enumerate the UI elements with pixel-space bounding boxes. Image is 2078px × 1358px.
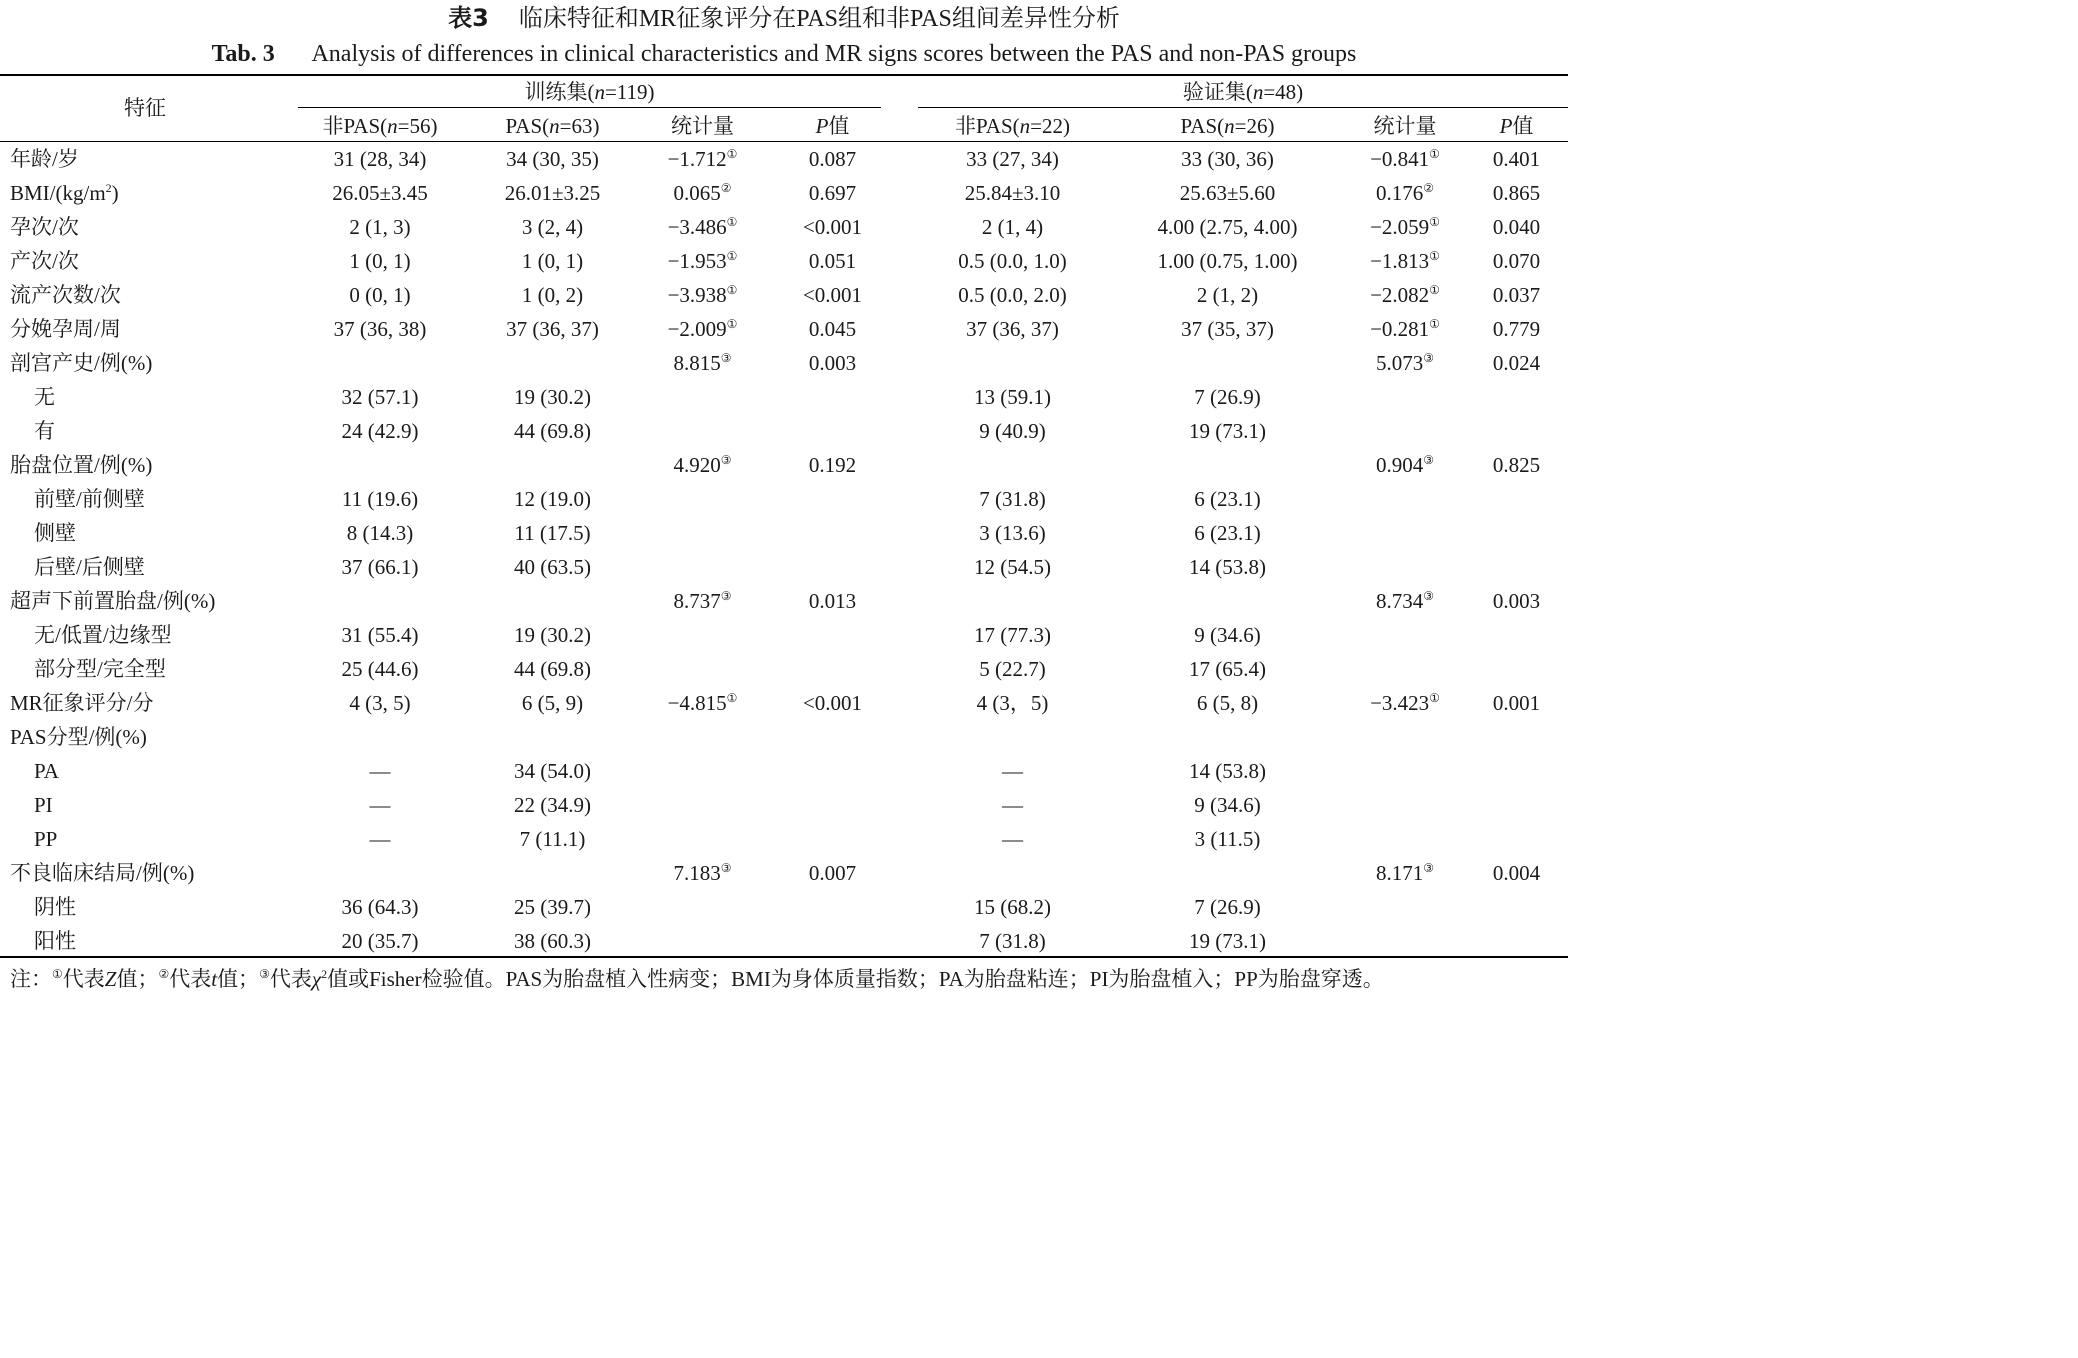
table-cell: −1.953① [667, 249, 738, 273]
table-cell: 22 (34.9) [514, 793, 591, 817]
row-label: 阴性 [34, 895, 76, 919]
table-cell: 32 (57.1) [341, 385, 419, 409]
table-cell: 37 (36, 37) [506, 317, 599, 341]
table-cell: 31 (28, 34) [333, 147, 427, 171]
table-cell: 19 (73.1) [1189, 929, 1266, 953]
table-cell: 6 (23.1) [1194, 521, 1261, 545]
row-label: 流产次数/次 [10, 283, 121, 307]
table-cell: 0.051 [808, 249, 857, 273]
table-cell: 33 (27, 34) [966, 147, 1059, 171]
row-label: BMI/$(kg/m^2)$ [10, 181, 119, 205]
table-cell: −3.423① [1370, 691, 1440, 715]
table-cell: 3 (2, 4) [521, 215, 584, 239]
table-cell: 5 (22.7) [979, 657, 1046, 681]
table-cell: 0 (0, 1) [349, 283, 411, 307]
footnote-marker: ③ [720, 861, 732, 875]
table-cell: 7 (26.9) [1194, 385, 1261, 409]
table-cell: 0.697 [808, 181, 857, 205]
table-caption-chinese: 临床特征和MR征象评分在PAS组和非PAS组间差异性分析 [518, 6, 1120, 32]
row-label: 无 [34, 385, 55, 409]
table-cell: 19 (30.2) [514, 385, 591, 409]
table-cell: 44 (69.8) [514, 419, 591, 443]
table-cell: — [1002, 827, 1023, 851]
table-cell: 0.024 [1492, 351, 1541, 375]
table-cell: 0.007 [808, 861, 857, 885]
table-cell: −2.059① [1370, 215, 1440, 239]
table-cell: 17 (65.4) [1189, 657, 1266, 681]
table-label-english: Tab. 3 [211, 41, 275, 67]
table-cell: 33 (30, 36) [1181, 147, 1274, 171]
table-cell: 0.040 [1492, 215, 1541, 239]
table-cell: 26.05±3.45 [332, 181, 428, 205]
row-label: 产次/次 [10, 249, 79, 273]
table-cell: 1 (0, 1) [349, 249, 411, 273]
table-cell: 0.087 [808, 147, 857, 171]
row-label: 阳性 [34, 929, 76, 953]
footnote-marker: ① [1429, 215, 1440, 229]
table-cell: −2.009① [667, 317, 738, 341]
table-cell: 3 (11.5) [1194, 827, 1261, 851]
footnote-marker: ② [720, 181, 732, 195]
table-cell: −0.841① [1370, 147, 1440, 171]
row-label: 孕次/次 [10, 215, 79, 239]
table-cell: 8.171③ [1375, 861, 1434, 885]
table-cell: 8.815③ [673, 351, 732, 375]
header-col-8: P值 [1499, 114, 1534, 138]
table-cell: 0.5 (0.0, 2.0) [958, 283, 1067, 307]
table-cell: 31 (55.4) [341, 623, 419, 647]
table-cell: 1 (0, 1) [521, 249, 584, 273]
table-cell: 24 (42.9) [341, 419, 419, 443]
table-cell: 2 (1, 4) [981, 215, 1044, 239]
table-cell: 13 (59.1) [974, 385, 1051, 409]
footnote-marker: ① [1429, 283, 1440, 297]
table-cell: 25 (44.6) [341, 657, 419, 681]
table-cell: 0.037 [1492, 283, 1541, 307]
table-cell: 40 (63.5) [514, 555, 591, 579]
table-cell: 2 (1, 3) [349, 215, 411, 239]
table-cell: 19 (73.1) [1189, 419, 1266, 443]
row-label: 后壁/后侧壁 [34, 555, 145, 579]
table-cell: 25.63±5.60 [1179, 181, 1276, 205]
table-cell: −1.813① [1370, 249, 1440, 273]
table-cell: 2 (1, 2) [1196, 283, 1259, 307]
row-label: 分娩孕周/周 [10, 317, 121, 341]
table-cell: — [369, 827, 391, 851]
table-cell: 17 (77.3) [974, 623, 1051, 647]
table-title-chinese [0, 0, 1568, 36]
table-cell: <0.001 [802, 283, 863, 307]
table-cell: 7 (26.9) [1194, 895, 1261, 919]
table-cell: <0.001 [802, 215, 863, 239]
table-cell: 1.00 (0.75, 1.00) [1157, 249, 1298, 273]
table-cell: 7 (31.8) [979, 929, 1046, 953]
footnote-marker: ① [726, 147, 738, 161]
table-cell: 0.865 [1492, 181, 1541, 205]
table-cell: 4 (3, 5) [349, 691, 411, 715]
row-label: PA [34, 759, 59, 783]
table-title-english [0, 37, 1568, 71]
table-cell: 37 (35, 37) [1181, 317, 1274, 341]
footnote-marker: ③ [720, 589, 732, 603]
table-cell: 14 (53.8) [1189, 759, 1266, 783]
table-cell: 4.920③ [673, 453, 732, 477]
table-cell: 0.003 [808, 351, 857, 375]
table-cell: −2.082① [1370, 283, 1440, 307]
row-label: 胎盘位置/例(%) [10, 453, 153, 477]
table-cell: 38 (60.3) [514, 929, 591, 953]
table-cell: 8.737③ [673, 589, 732, 613]
row-label: 无/低置/边缘型 [34, 623, 172, 647]
table-cell: 8 (14.3) [346, 521, 414, 545]
table-cell: 7 (11.1) [519, 827, 586, 851]
footnote-marker: ① [726, 215, 738, 229]
header-feature: 特征 [124, 96, 166, 120]
table-cell: 6 (5, 9) [521, 691, 584, 715]
table-cell: 44 (69.8) [514, 657, 591, 681]
row-label: 侧壁 [34, 521, 76, 545]
row-label: 不良临床结局/例(%) [10, 861, 195, 885]
table-cell: — [1002, 759, 1023, 783]
table-footnote: 注：①代表Z值；②代表t值；③代表$\chi^2$值或Fisher检验值。PAS为胎盘植入性病变；BMI为身体质量指数；PA为胎盘粘连；PI为胎盘植入；PP为胎盘穿透。 [10, 967, 1384, 991]
table-cell: 15 (68.2) [974, 895, 1051, 919]
table-cell: 0.192 [808, 453, 857, 477]
table-cell: 12 (54.5) [974, 555, 1051, 579]
header-col-3: 统计量 [671, 114, 734, 138]
table-cell: 0.176② [1375, 181, 1434, 205]
table-cell: 0.003 [1492, 589, 1541, 613]
table-cell: — [1002, 793, 1023, 817]
table-cell: 20 (35.7) [341, 929, 419, 953]
header-train-group: 训练集(n=119) [524, 80, 655, 104]
table-cell: — [369, 793, 391, 817]
table-cell: 8.734③ [1375, 589, 1434, 613]
table-cell: 5.073③ [1375, 351, 1434, 375]
row-label: 部分型/完全型 [34, 657, 166, 681]
table-cell: 0.065② [673, 181, 732, 205]
table-cell: 11 (19.6) [341, 487, 419, 511]
table-cell: 9 (40.9) [979, 419, 1046, 443]
table-cell: 34 (30, 35) [506, 147, 599, 171]
table-cell: — [369, 759, 391, 783]
table-cell: 25.84±3.10 [964, 181, 1061, 205]
header-col-5: 非PAS(n=22) [955, 114, 1070, 138]
row-label: 剖宫产史/例(%) [10, 351, 153, 375]
table-cell: 0.401 [1492, 147, 1541, 171]
table-cell: 12 (19.0) [514, 487, 591, 511]
header-col-4: P值 [815, 114, 850, 138]
table-cell: 36 (64.3) [341, 895, 419, 919]
table-cell: 0.045 [808, 317, 857, 341]
header-valid-group: 验证集(n=48) [1182, 80, 1304, 104]
table-cell: −3.938① [667, 283, 738, 307]
table-cell: 0.825 [1492, 453, 1541, 477]
table-cell: 1 (0, 2) [521, 283, 584, 307]
footnote-marker: ① [726, 691, 738, 705]
footnote-marker: ① [726, 317, 738, 331]
header-col-2: PAS(n=63) [505, 114, 600, 138]
table-caption-english: Analysis of differences in clinical characteristics and MR signs scores between the PAS and non-PAS groups [311, 41, 1357, 67]
footnote-marker: ③ [1423, 589, 1434, 603]
table-cell: 37 (36, 37) [966, 317, 1059, 341]
table-cell: −3.486① [667, 215, 738, 239]
table-cell: 0.779 [1492, 317, 1541, 341]
footnote-marker: ① [1429, 249, 1440, 263]
footnote-marker: ③ [1423, 861, 1434, 875]
table-cell: 0.013 [808, 589, 857, 613]
table-cell: 37 (66.1) [341, 555, 419, 579]
table-cell: 34 (54.0) [514, 759, 591, 783]
row-label: 年龄/岁 [10, 147, 79, 171]
table-cell: 37 (36, 38) [333, 317, 427, 341]
table-cell: 6 (5, 8) [1196, 691, 1259, 715]
table-cell: 7 (31.8) [979, 487, 1046, 511]
header-col-6: PAS(n=26) [1180, 114, 1275, 138]
row-label: MR征象评分/分 [10, 691, 154, 715]
table-cell: −4.815① [667, 691, 738, 715]
footnote-marker: ③ [1423, 453, 1434, 467]
table-cell: 4.00 (2.75, 4.00) [1157, 215, 1298, 239]
row-label: PAS分型/例(%) [10, 725, 147, 749]
table-cell: 0.004 [1492, 861, 1541, 885]
table-cell: 14 (53.8) [1189, 555, 1266, 579]
row-label: 前壁/前侧壁 [34, 487, 145, 511]
table-cell: 6 (23.1) [1194, 487, 1261, 511]
table-cell: 19 (30.2) [514, 623, 591, 647]
footnote-marker: ① [1429, 317, 1440, 331]
footnote-marker: ① [726, 249, 738, 263]
table-cell: 7.183③ [673, 861, 732, 885]
table-cell: 4 (3，5) [976, 691, 1049, 715]
footnote-marker: ② [1423, 181, 1434, 195]
table-label-chinese: 表3 [448, 4, 489, 32]
row-label: PI [34, 793, 53, 817]
footnote-marker: ① [1429, 691, 1440, 705]
footnote-marker: ③ [720, 351, 732, 365]
table-cell: −1.712① [667, 147, 738, 171]
header-col-1: 非PAS(n=56) [322, 114, 438, 138]
table-cell: 0.5 (0.0, 1.0) [958, 249, 1067, 273]
table-cell: 26.01±3.25 [504, 181, 601, 205]
table-cell: 3 (13.6) [979, 521, 1046, 545]
row-label: 有 [34, 419, 55, 443]
footnote-marker: ③ [1423, 351, 1434, 365]
row-label: 超声下前置胎盘/例(%) [10, 589, 216, 613]
header-col-7: 统计量 [1373, 114, 1437, 138]
footnote-marker: ③ [720, 453, 732, 467]
footnote-marker: ① [1429, 147, 1440, 161]
table-cell: 9 (34.6) [1194, 623, 1261, 647]
table-cell: <0.001 [802, 691, 863, 715]
table-cell: 11 (17.5) [514, 521, 591, 545]
table-cell: 0.001 [1492, 691, 1541, 715]
row-label: PP [34, 827, 58, 851]
table-cell: 0.070 [1492, 249, 1541, 273]
table-cell: 0.904③ [1375, 453, 1434, 477]
table-cell: −0.281① [1370, 317, 1440, 341]
footnote-marker: ① [726, 283, 738, 297]
table-cell: 25 (39.7) [514, 895, 591, 919]
table-cell: 9 (34.6) [1194, 793, 1261, 817]
